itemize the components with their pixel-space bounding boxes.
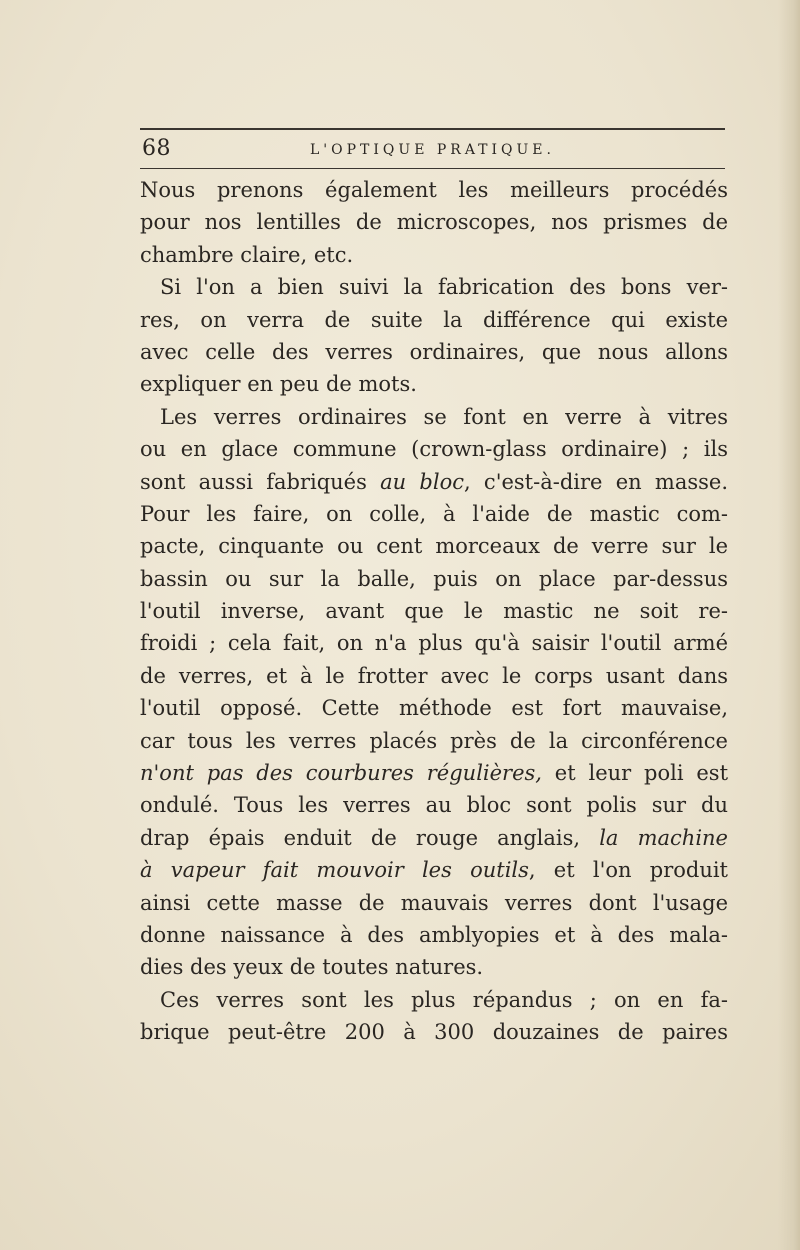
page-number: 68 bbox=[142, 136, 171, 161]
header-rule-top bbox=[140, 128, 725, 130]
text-line: Ces verres sont les plus répandus ; on en fa- bbox=[160, 987, 728, 1012]
text-line: car tous les verres placés près de la circonférence bbox=[140, 728, 728, 753]
text-line: ondulé. Tous les verres au bloc sont polis sur du bbox=[140, 793, 728, 818]
text-line: chambre claire, etc. bbox=[140, 242, 354, 267]
text-line: pour nos lentilles de microscopes, nos prismes de bbox=[140, 210, 728, 235]
text-segment: , et l'on produit bbox=[528, 858, 728, 883]
text-line: Nous prenons également les meilleurs procédés bbox=[140, 178, 728, 202]
text-segment: , c'est-à-dire en masse. bbox=[464, 469, 728, 494]
running-head: L'OPTIQUE PRATIQUE. bbox=[310, 142, 555, 158]
text-line bbox=[140, 854, 728, 886]
italic-segment: à vapeur fait mouvoir les outils bbox=[140, 858, 529, 883]
text-line: expliquer en peu de mots. bbox=[140, 372, 417, 397]
text-line: bassin ou sur la balle, puis on place par-dessus bbox=[140, 566, 728, 591]
text-line: dies des yeux de toutes natures. bbox=[140, 955, 484, 980]
italic-segment: n'ont pas des courbures régulières, bbox=[140, 761, 542, 786]
header-rule-bottom bbox=[140, 168, 725, 169]
text-segment: et leur poli est bbox=[541, 761, 729, 786]
body-text bbox=[140, 174, 728, 1174]
text-line: pacte, cinquante ou cent morceaux de verre sur le bbox=[140, 534, 728, 559]
text-line: Pour les faire, on colle, à l'aide de mastic com- bbox=[140, 501, 728, 526]
text-line bbox=[140, 466, 728, 498]
text-line: l'outil inverse, avant que le mastic ne soit re- bbox=[140, 599, 728, 624]
text-line: Si l'on a bien suivi la fabrication des bons ver- bbox=[160, 275, 728, 300]
page-edge-shadow bbox=[778, 0, 800, 1250]
text-segment: drap épais enduit de rouge anglais, bbox=[140, 825, 600, 850]
italic-segment: la machine bbox=[599, 825, 728, 850]
text-line: donne naissance à des amblyopies et à des mala- bbox=[140, 922, 728, 947]
text-line: ou en glace commune (crown-glass ordinaire) ; ils bbox=[140, 437, 728, 462]
italic-segment: au bloc bbox=[380, 469, 464, 494]
text-line: l'outil opposé. Cette méthode est fort mauvaise, bbox=[140, 696, 728, 721]
text-line bbox=[140, 822, 728, 854]
text-line: brique peut-être 200 à 300 douzaines de paires bbox=[140, 1020, 728, 1045]
text-line: ainsi cette masse de mauvais verres dont l'usage bbox=[140, 890, 728, 915]
page-header bbox=[140, 136, 725, 166]
text-line: de verres, et à le frotter avec le corps usant dans bbox=[140, 663, 728, 688]
text-line: Les verres ordinaires se font en verre à vitres bbox=[160, 404, 728, 429]
text-line bbox=[140, 757, 728, 789]
text-line: res, on verra de suite la différence qui existe bbox=[140, 307, 728, 332]
text-line: avec celle des verres ordinaires, que nous allons bbox=[140, 339, 728, 364]
text-line: froidi ; cela fait, on n'a plus qu'à saisir l'outil armé bbox=[140, 631, 728, 656]
text-segment: sont aussi fabriqués bbox=[140, 469, 381, 494]
